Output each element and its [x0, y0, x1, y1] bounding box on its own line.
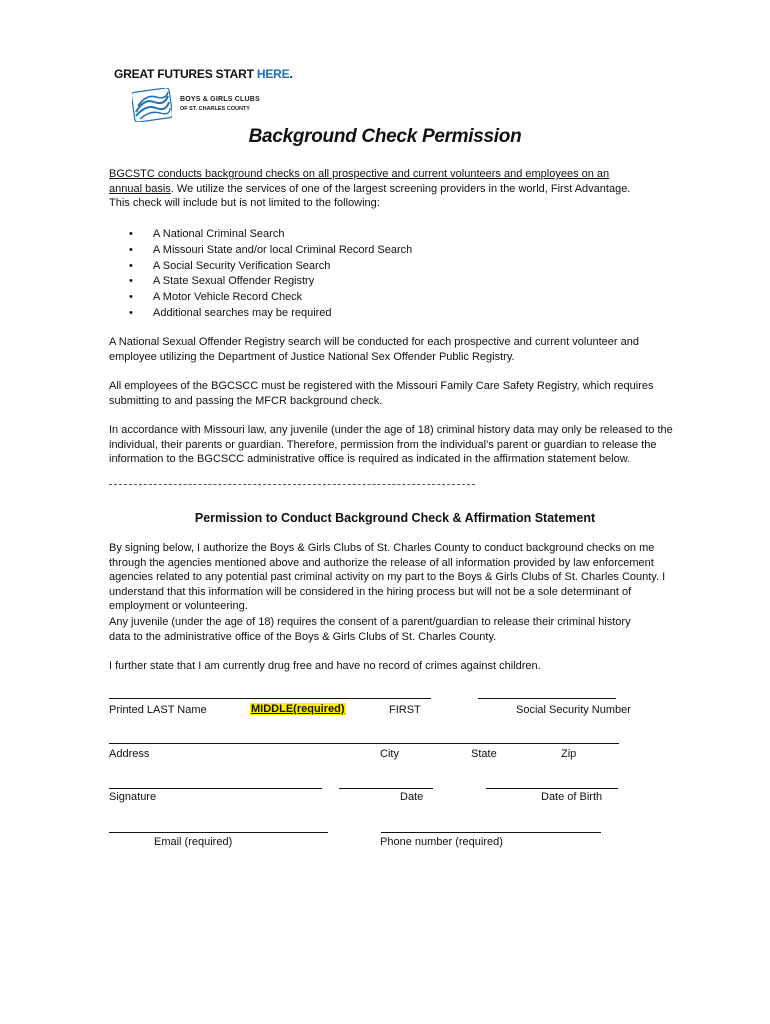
tagline [114, 67, 293, 81]
date-line[interactable] [339, 788, 433, 789]
list-item: • A Missouri State and/or local Criminal Record Search [109, 243, 412, 259]
email-label: Email (required) [154, 836, 233, 848]
list-item: • A State Sexual Offender Registry [109, 274, 412, 290]
city-label: City [380, 748, 399, 760]
ssn-line[interactable] [478, 698, 616, 699]
last-name-label: Printed LAST Name [109, 704, 207, 716]
address-line[interactable] [109, 743, 619, 744]
check-list [109, 227, 412, 322]
affirmation-paragraph: By signing below, I authorize the Boys & Girls Clubs of St. Charles County to conduct background checks on me through the agencies mentioned above and authorize the release of all information provided by law enforcement agencies related to any potential past criminal activity on my part to the Boys & Girls Clubs of St. Charles County. I understand that this information will be considered in the hiring process but will not be a sole determinant of employment or volunteering. [109, 542, 666, 612]
dob-label: Date of Birth [541, 791, 603, 803]
intro-line1: BGCSTC conducts background checks on all prospective and current volunteers and employees on an [109, 168, 610, 180]
signature-line[interactable] [109, 788, 322, 789]
date-label: Date [400, 791, 424, 803]
phone-line[interactable] [381, 832, 601, 833]
list-item: • A National Criminal Search [109, 227, 412, 243]
intro-paragraph [109, 167, 679, 211]
org-name-line2: OF ST. CHARLES COUNTY [180, 106, 250, 112]
phone-label: Phone number (required) [380, 836, 503, 848]
state-label: State [471, 748, 497, 760]
signature-label: Signature [109, 791, 157, 803]
org-name-line1: BOYS & GIRLS CLUBS [180, 96, 260, 103]
tagline-end: . [289, 67, 293, 81]
juvenile-consent-paragraph: Any juvenile (under the age of 18) requires the consent of a parent/guardian to release their criminal history data to the administrative office of the Boys & Girls Clubs of St. Charles County. [109, 616, 631, 643]
zip-label: Zip [561, 748, 577, 760]
tagline-accent: HERE [256, 67, 290, 81]
national-registry-paragraph: A National Sexual Offender Registry search will be conducted for each prospective and current volunteer and employee utilizing the Department of Justice National Sex Offender Public Registry. [109, 336, 639, 363]
ssn-label: Social Security Number [516, 704, 631, 716]
list-item: • A Social Security Verification Search [109, 259, 412, 275]
page-title: Background Check Permission [248, 126, 522, 147]
intro-line3: This check will include but is not limited to the following: [109, 197, 380, 209]
employees-paragraph: All employees of the BGCSCC must be registered with the Missouri Family Care Safety Registry, which requires submitting to and passing the MFCR background check. [109, 380, 654, 407]
list-item: • Additional searches may be required [109, 306, 412, 322]
affirmation-heading: Permission to Conduct Background Check & Affirmation Statement [194, 511, 596, 525]
juvenile-paragraph: In accordance with Missouri law, any juvenile (under the age of 18) criminal history data may only be released to the individual, their parents or guardian. Therefore, permission from the individual’s parent or guardian to release the information to the BGCSCC administrative office is required as indicated in the affirmation statement below. [109, 424, 673, 465]
email-line[interactable] [109, 832, 328, 833]
intro-line2-rest: . We utilize the services of one of the largest screening providers in the world, First Advantage. [170, 182, 631, 195]
drug-free-statement: I further state that I am currently drug free and have no record of crimes against children. [109, 660, 541, 672]
name-line[interactable] [109, 698, 431, 699]
first-name-label: FIRST [389, 704, 421, 716]
dob-line[interactable] [486, 788, 618, 789]
list-item: • A Motor Vehicle Record Check [109, 290, 412, 306]
middle-name-label: MIDDLE(required) [251, 703, 345, 715]
tagline-main: GREAT FUTURES START [114, 67, 257, 81]
divider [109, 484, 475, 485]
address-label: Address [109, 748, 150, 760]
intro-underlined: annual basis [109, 182, 171, 195]
boys-girls-clubs-hands-icon [132, 88, 172, 122]
